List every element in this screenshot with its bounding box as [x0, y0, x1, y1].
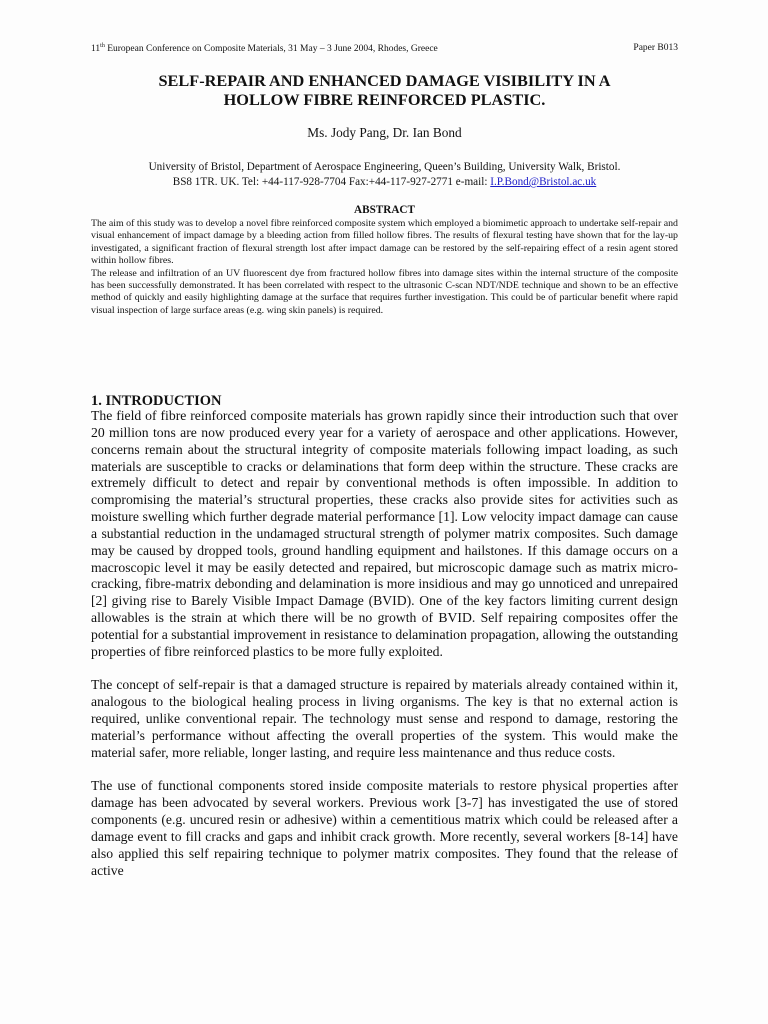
- authors: Ms. Jody Pang, Dr. Ian Bond: [307, 125, 462, 140]
- intro-paragraph-3: The use of functional components stored inside composite materials to restore physical properties after damage has been advocated by several workers. Previous work [3-7] has investigated the use of stored components (e.g. uncured resin or adhesive) within a cementitious matrix which could be released after a damage event to fill cracks and gaps and inhibit crack growth. More recently, several workers [8-14] have also applied this self repairing technique to polymer matrix composites. They found that the release of active: [91, 778, 678, 878]
- affiliation-line-2: BS8 1TR. UK. Tel: +44-117-928-7704 Fax:+44-117-927-2771 e-mail: I.P.Bond@Bristol.ac.uk: [172, 176, 597, 188]
- intro-paragraph-2: The concept of self-repair is that a damaged structure is repaired by materials already contained within it, analogous to the biological healing process in living organisms. The key is that no external action is required, unlike conventional repair. The technology must sense and respond to damage, restoring the material’s performance without affecting the overall properties of the system. This would make the material safer, more reliable, longer lasting, and require less maintenance and thus reduce costs.: [91, 677, 678, 760]
- title-line-2: HOLLOW FIBRE REINFORCED PLASTIC.: [223, 90, 546, 109]
- affiliation-line-1: University of Bristol, Department of Aerospace Engineering, Queen’s Building, University Walk, Bristol.: [148, 161, 621, 173]
- affiliation: [91, 160, 678, 190]
- running-header: [91, 43, 678, 54]
- section-heading-introduction: 1. INTRODUCTION: [91, 393, 222, 409]
- paper-title: [91, 71, 678, 109]
- abstract-heading: ABSTRACT: [354, 204, 415, 216]
- abstract-paragraph-1: The aim of this study was to develop a novel fibre reinforced composite system which employed a biomimetic approach to undertake self-repair and visual enhancement of impact damage by a bleeding action from filled hollow fibres. The results of flexural testing have shown that for the lay-up investigated, a significant fraction of flexural strength lost after impact damage can be restored by the self-repairing effect of a resin agent stored within hollow fibres.: [91, 218, 678, 267]
- conference-line: 11th European Conference on Composite Materials, 31 May – 3 June 2004, Rhodes, Greece: [91, 43, 438, 55]
- email-link[interactable]: I.P.Bond@Bristol.ac.uk: [490, 176, 597, 188]
- intro-paragraph-1: The field of fibre reinforced composite materials has grown rapidly since their introduction such that over 20 million tons are now produced every year for a variety of aerospace and other applications. However, concerns remain about the structural integrity of composite materials following impact loading, as such materials are susceptible to cracks or delaminations that form deep within the structure. These cracks are extremely difficult to detect and repair by conventional methods is often impossible. In addition to compromising the material’s structural properties, these cracks also provide sites for activities such as moisture swelling which further degrade material performance [1]. Low velocity impact damage can cause a substantial reduction in the undamaged structural strength of polymer matrix composites. Such damage may be caused by dropped tools, ground handling equipment and hailstones. If this damage occurs on a macroscopic level it may be easily detected and repaired, but microscopic damage such as matrix micro-cracking, fibre-matrix debonding and delamination is more insidious and may go unnoticed and unrepaired [2] giving rise to Barely Visible Impact Damage (BVID). One of the key factors limiting current design allowables is the strain at which there will be no growth of BVID. Self repairing composites offer the potential for a substantial improvement in resistance to delamination propagation, allowing the outstanding properties of fibre reinforced plastics to be more fully exploited.: [91, 408, 678, 659]
- paper-id: Paper B013: [633, 43, 678, 53]
- abstract-body: [91, 218, 678, 317]
- introduction-body: [91, 408, 678, 896]
- abstract-paragraph-2: The release and infiltration of an UV fluorescent dye from fractured hollow fibres into damage sites within the internal structure of the composite has been successfully demonstrated. It has been correlated with respect to the ultrasonic C-scan NDT/NDE technique and shown to be an effective method of quickly and easily highlighting damage at the surface that requires further investigation. This could be of particular benefit where rapid visual inspection of large surface areas (e.g. wing skin panels) is required.: [91, 267, 678, 316]
- title-line-1: SELF-REPAIR AND ENHANCED DAMAGE VISIBILITY IN A: [158, 71, 611, 90]
